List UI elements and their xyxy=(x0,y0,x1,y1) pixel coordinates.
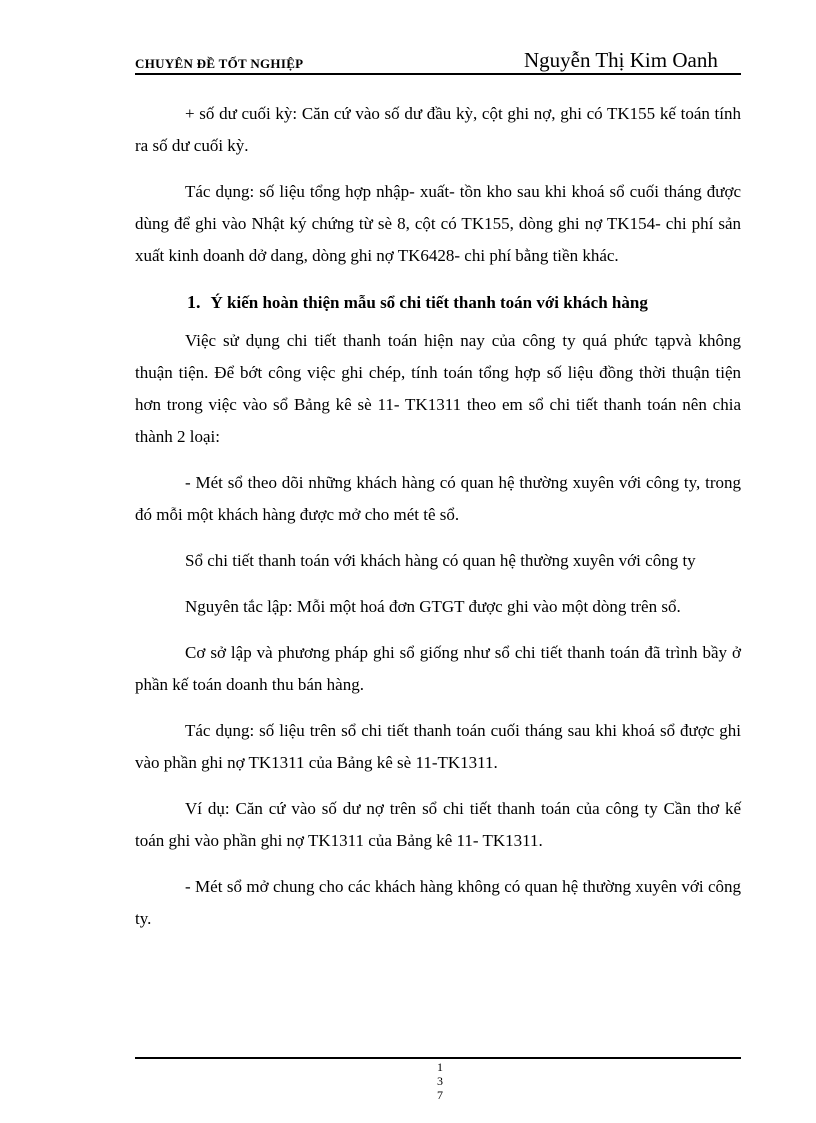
paragraph-basis: Cơ sở lập và phương pháp ghi sổ giống như sổ chi tiết thanh toán đã trình bầy ở phần kế toán doanh thu bán hàng. xyxy=(135,643,741,694)
paragraph-principle: Nguyên tắc lập: Mỗi một hoá đơn GTGT được ghi vào một dòng trên sổ. xyxy=(185,597,681,616)
page-number-digit: 3 xyxy=(437,1074,443,1088)
paragraph-example: Ví dụ: Căn cứ vào số dư nợ trên sổ chi tiết thanh toán của công ty Cần thơ kế toán ghi vào phần ghi nợ TK1311 của Bảng kê 11- TK1311. xyxy=(135,799,741,850)
section-heading xyxy=(135,286,741,319)
paragraph-general-ledger: - Mét sổ mở chung cho các khách hàng không có quan hệ thường xuyên với công ty. xyxy=(135,877,741,928)
document-body xyxy=(135,98,741,949)
paragraph-effect: Tác dụng: số liệu trên sổ chi tiết thanh toán cuối tháng sau khi khoá sổ được ghi vào phần ghi nợ TK1311 của Bảng kê sè 11-TK1311. xyxy=(135,721,741,772)
paragraph-regular-customers: - Mét sổ theo dõi những khách hàng có quan hệ thường xuyên với công ty, trong đó mỗi một khách hàng được mở cho mét tê sổ. xyxy=(135,473,741,524)
section-title: Ý kiến hoàn thiện mẫu sổ chi tiết thanh toán với khách hàng xyxy=(210,293,648,312)
paragraph-ledger-title: Sổ chi tiết thanh toán với khách hàng có quan hệ thường xuyên với công ty xyxy=(185,551,696,570)
document-header-title: CHUYÊN ĐỀ TỐT NGHIỆP xyxy=(135,56,304,71)
document-header-author: Nguyễn Thị Kim Oanh xyxy=(524,48,718,72)
page-number xyxy=(432,1060,448,1102)
paragraph-closing-balance: + số dư cuối kỳ: Căn cứ vào số dư đầu kỳ, cột ghi nợ, ghi có TK155 kế toán tính ra số dư cuối kỳ. xyxy=(135,104,741,155)
header-divider xyxy=(135,73,741,75)
section-number: 1. xyxy=(187,292,201,312)
page-number-digit: 1 xyxy=(437,1060,443,1074)
page-number-digit: 7 xyxy=(437,1088,443,1102)
paragraph-inventory-effect: Tác dụng: số liệu tổng hợp nhập- xuất- tồn kho sau khi khoá sổ cuối tháng được dùng để ghi vào Nhật ký chứng từ sè 8, cột có TK155, dòng ghi nợ TK154- chi phí sản xuất kinh doanh dở dang, dòng ghi nợ TK6428- chi phí bằng tiền khác. xyxy=(135,182,741,265)
paragraph-current-usage: Việc sử dụng chi tiết thanh toán hiện nay của công ty quá phức tạpvà không thuận tiện. Để bớt công việc ghi chép, tính toán tổng hợp số liệu đồng thời thuận tiện hơn trong việc vào sổ Bảng kê sè 11- TK1311 theo em sổ chi tiết thanh toán nên chia thành 2 loại: xyxy=(135,331,741,446)
footer-divider xyxy=(135,1057,741,1059)
